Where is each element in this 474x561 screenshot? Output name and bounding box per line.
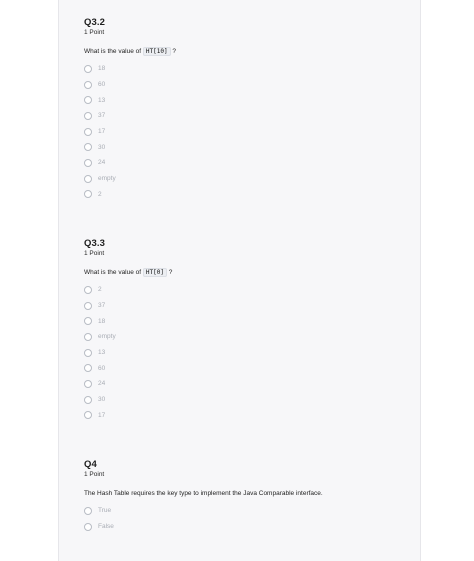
prompt-code: HT[0] — [143, 268, 167, 277]
question-prompt — [84, 489, 404, 499]
answer-options — [84, 282, 404, 423]
option-label: 30 — [98, 143, 106, 151]
answer-option[interactable] — [84, 155, 404, 171]
option-label: 2 — [98, 190, 102, 198]
option-label: 13 — [98, 96, 106, 104]
question-title: Q3.2 — [84, 17, 105, 28]
question-title: Q3.3 — [84, 238, 105, 249]
question-points: 1 Point — [84, 471, 105, 478]
radio-button[interactable] — [84, 286, 92, 294]
radio-button[interactable] — [84, 364, 92, 372]
radio-button[interactable] — [84, 302, 92, 310]
radio-button[interactable] — [84, 396, 92, 404]
radio-button[interactable] — [84, 65, 92, 73]
option-label: 18 — [98, 317, 106, 325]
answer-options — [84, 503, 404, 534]
option-label: empty — [98, 333, 116, 341]
answer-options — [84, 61, 404, 202]
radio-button[interactable] — [84, 175, 92, 183]
question-q3-3 — [84, 238, 404, 423]
radio-button[interactable] — [84, 333, 92, 341]
answer-option[interactable] — [84, 61, 404, 77]
option-label: 17 — [98, 411, 106, 419]
answer-option[interactable] — [84, 313, 404, 329]
prompt-text: The Hash Table requires the key type to implement the Java Comparable interface. — [84, 490, 323, 497]
answer-option[interactable] — [84, 77, 404, 93]
answer-option[interactable] — [84, 187, 404, 203]
answer-option[interactable] — [84, 108, 404, 124]
question-prompt — [84, 268, 404, 278]
radio-button[interactable] — [84, 507, 92, 515]
answer-option-false[interactable] — [84, 519, 404, 535]
answer-option[interactable] — [84, 92, 404, 108]
option-label: 13 — [98, 349, 106, 357]
answer-option[interactable] — [84, 329, 404, 345]
radio-button[interactable] — [84, 523, 92, 531]
prompt-text: What is the value of — [84, 269, 143, 276]
prompt-suffix: ? — [170, 48, 176, 55]
answer-option[interactable] — [84, 376, 404, 392]
radio-button[interactable] — [84, 411, 92, 419]
question-points: 1 Point — [84, 29, 105, 36]
answer-option[interactable] — [84, 360, 404, 376]
option-label: 30 — [98, 396, 106, 404]
radio-button[interactable] — [84, 380, 92, 388]
answer-option-true[interactable] — [84, 503, 404, 519]
answer-option[interactable] — [84, 408, 404, 424]
answer-option[interactable] — [84, 139, 404, 155]
answer-option[interactable] — [84, 392, 404, 408]
option-label: 37 — [98, 112, 106, 120]
radio-button[interactable] — [84, 112, 92, 120]
question-title: Q4 — [84, 459, 97, 470]
option-label: 24 — [98, 159, 106, 167]
option-label: 18 — [98, 65, 106, 73]
option-label: True — [98, 507, 112, 515]
radio-button[interactable] — [84, 190, 92, 198]
radio-button[interactable] — [84, 128, 92, 136]
option-label: 24 — [98, 380, 106, 388]
answer-option[interactable] — [84, 345, 404, 361]
prompt-text: What is the value of — [84, 48, 143, 55]
radio-button[interactable] — [84, 96, 92, 104]
radio-button[interactable] — [84, 349, 92, 357]
answer-option[interactable] — [84, 282, 404, 298]
option-label: 17 — [98, 128, 106, 136]
radio-button[interactable] — [84, 81, 92, 89]
radio-button[interactable] — [84, 143, 92, 151]
option-label: 2 — [98, 286, 102, 294]
option-label: 60 — [98, 81, 106, 89]
option-label: 37 — [98, 302, 106, 310]
question-q3-2 — [84, 17, 404, 202]
question-prompt — [84, 47, 404, 57]
option-label: empty — [98, 175, 116, 183]
prompt-suffix: ? — [166, 269, 173, 276]
radio-button[interactable] — [84, 159, 92, 167]
option-label: False — [98, 523, 114, 531]
answer-option[interactable] — [84, 124, 404, 140]
prompt-code: HT[10] — [143, 47, 171, 56]
question-points: 1 Point — [84, 250, 105, 257]
question-q4 — [84, 459, 404, 534]
radio-button[interactable] — [84, 317, 92, 325]
answer-option[interactable] — [84, 298, 404, 314]
answer-option[interactable] — [84, 171, 404, 187]
option-label: 60 — [98, 364, 106, 372]
